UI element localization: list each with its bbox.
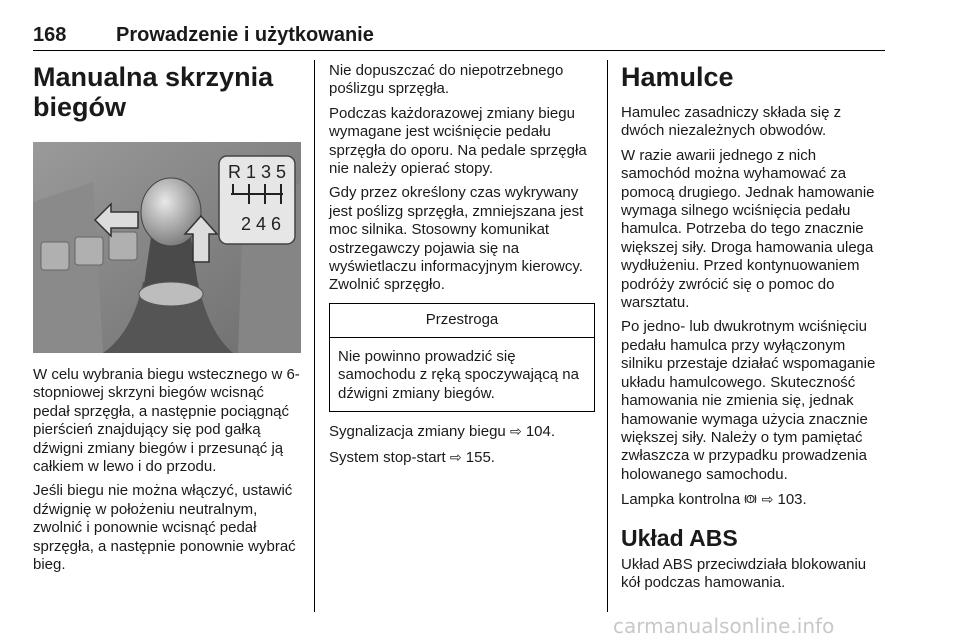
header-rule [33,50,885,51]
reference-page: 103. [777,491,807,509]
page-reference-arrow-icon: ⇨ [761,491,774,508]
brake-warning-icon [744,493,757,505]
paragraph: Układ ABS przeciwdziała blokowaniu kół podczas hamowania. [621,555,867,591]
column-divider [607,60,608,612]
page-number: 168 [33,24,67,46]
paragraph: W celu wybrania biegu wstecznego w 6-stopniowej skrzyni biegów wcisnąć pedał sprzęgła, a następnie pociągnąć pierścień znajdujący się pod gałką dźwigni zmiany biegów i przesunąć ją całkiem w lewo i do przodu. [33,366,300,476]
column-clutch [329,62,595,473]
caution-text: Nie powinno prowadzić się samochodu z ręką spoczywającą na dźwigni zmiany biegów. [338,347,579,402]
paragraph: Hamulec zasadniczy składa się z dwóch niezależnych obwodów. [621,104,842,140]
watermark: carmanualsonline.info [613,614,835,638]
caution-box [329,303,595,412]
page-header [33,24,885,52]
paragraph: Po jedno- lub dwukrotnym wciśnięciu pedału hamulca przy wyłączonym silniku przestaje działać wspomaganie układu hamulcowego. Skuteczność hamowania nie zmienia się, jednak hamowanie wymaga użycia znacznie większej siły. Należy o tym pamiętać zwłaszcza w przypadku prowadzenia holowanego samochodu. [621,318,876,483]
reference-page: 155. [465,448,495,466]
section-title: Hamulce [621,62,734,92]
running-title: Prowadzenie i użytkowanie [116,24,374,46]
page-reference-arrow-icon: ⇨ [509,423,522,440]
column-brakes [621,62,887,598]
paragraph: Jeśli biegu nie można włączyć, ustawić dźwignię w położeniu neutralnym, zwolnić i ponownie wcisnąć pedał sprzęgła, a następnie ponownie wybrać bieg. [33,482,296,574]
cross-reference[interactable] [329,448,595,467]
reference-page: 104. [525,423,556,441]
section-title: Manualna skrzynia biegów [33,62,274,122]
paragraph: Nie dopuszczać do niepotrzebnego poślizgu sprzęgła. [329,62,564,98]
reference-text: System stop-start [329,448,446,466]
column-manual-gearbox [33,62,301,580]
cross-reference[interactable] [621,490,887,509]
paragraph: Gdy przez określony czas wykrywany jest poślizg sprzęgła, zmniejszana jest moc silnika. Stosowny komunikat ostrzegawczy pojawia się na wyświetlaczu informacyjnym kierowcy. Zwolnić sprzęgło. [329,184,584,294]
shift-pattern-bottom: 2 4 6 [240,214,282,234]
caution-title: Przestroga [330,304,594,338]
subsection-title: Układ ABS [621,524,738,551]
gearshift-illustration [33,142,301,353]
page-reference-arrow-icon: ⇨ [449,448,462,465]
column-divider [314,60,315,612]
paragraph: W razie awarii jednego z nich samochód można wyhamować za pomocą drugiego. Jednak hamowanie wymaga silnego wciśnięcia pedału hamulca. Potrzeba do tego znacznie większej siły. Droga hamowania ulega wydłużeniu. Przed kontynuowaniem podróży zwrócić się o pomoc do warsztatu. [621,146,875,312]
cross-reference[interactable] [329,422,595,441]
shift-pattern-top: R 1 3 5 [227,162,287,182]
reference-text: Lampka kontrolna [621,491,741,509]
reference-text: Sygnalizacja zmiany biegu [329,423,506,441]
paragraph: Podczas każdorazowej zmiany biegu wymagane jest wciśnięcie pedału sprzęgła do oporu. Na pedale sprzęgła nie należy opierać stopy. [329,104,587,178]
